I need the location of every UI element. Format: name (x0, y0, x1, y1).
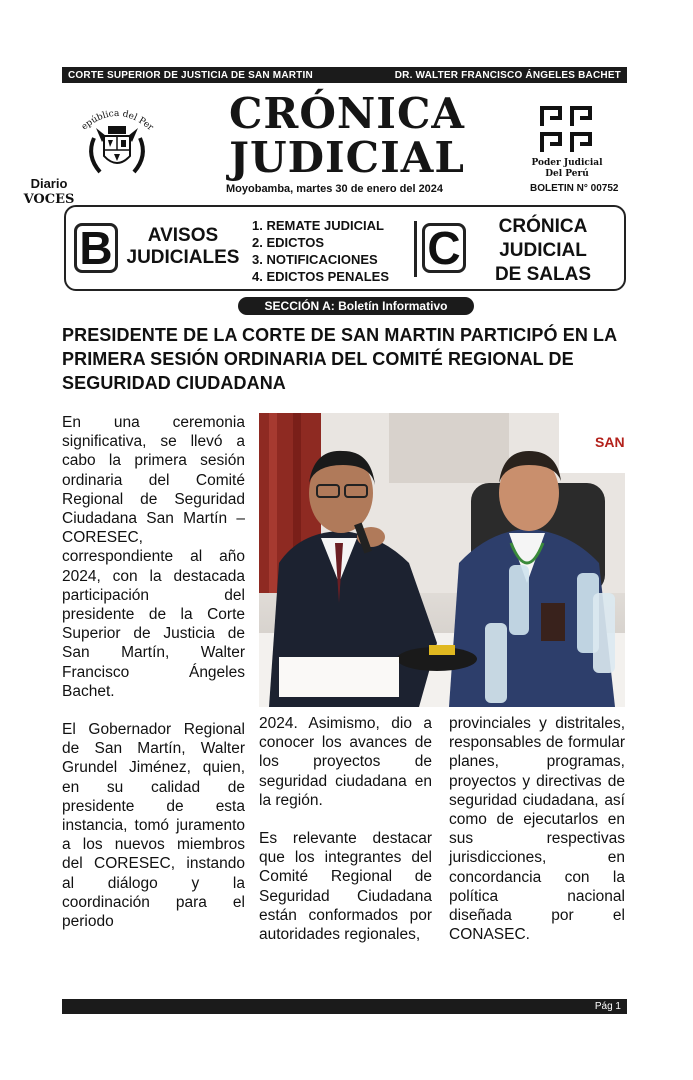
footer-bar (62, 999, 627, 1014)
masthead-title (222, 89, 472, 182)
section-label: SECCIÓN A: Boletín Informativo (238, 297, 474, 315)
masthead-line2: JUDICIAL (229, 133, 465, 182)
article-column-3 (449, 714, 625, 963)
paragraph: En una ceremonia significativa, se llevó a cabo la primera sesión ordinaria del Comité Regional de Seguridad Ciudadana San Martín – CORESEC, correspondiente al año 2024, con la destacada participación del presidente de la Corte Superior de Justicia de San Martín, Walter Francisco Ángeles Bachet. (62, 414, 245, 700)
section-c-letter: C (422, 223, 466, 273)
header-bar (62, 67, 627, 83)
list-item: 1. REMATE JUDICIAL (252, 218, 384, 233)
paragraph: provinciales y distritales, responsables de formular planes, programas, proyectos y directivas de seguridad ciudadana, así como de ejecutarlos en sus respectivas jurisdicciones, en concordancia con la política nacional diseñada por el CONASEC. (449, 715, 625, 944)
president-name: DR. WALTER FRANCISCO ÁNGELES BACHET (394, 69, 621, 81)
paragraph: 2024. Asimismo, dio a conocer los avances de los proyectos de seguridad ciudadana en la región. (259, 715, 432, 809)
sections-banner (64, 205, 626, 291)
article-column-2 (259, 714, 432, 963)
list-item: 2. EDICTOS (252, 235, 325, 250)
list-item: 4. EDICTOS PENALES (252, 269, 390, 284)
poder-judicial-logo-icon (538, 104, 594, 156)
page-number: Pág 1 (594, 1001, 621, 1012)
list-item: 3. NOTIFICACIONES (252, 252, 378, 267)
cronica-salas-title: CRÓNICA JUDICIAL DE SALAS (494, 216, 592, 285)
article-photo (259, 413, 625, 707)
masthead-line1: CRÓNICA (229, 89, 465, 138)
article-column-1 (62, 413, 245, 950)
paragraph: Es relevante destacar que los integrantes del Comité Regional de Seguridad Ciudadana están conformados por autoridades regionales, (259, 830, 432, 944)
section-b-letter: B (74, 223, 118, 273)
court-name: CORTE SUPERIOR DE JUSTICIA DE SAN MARTIN (68, 69, 313, 81)
avisos-judiciales-title: AVISOS JUDICIALES (126, 225, 240, 268)
seal-arc-text: epública del Per (79, 108, 155, 133)
article-headline: PRESIDENTE DE LA CORTE DE SAN MARTIN PARTICIPÓ EN LA PRIMERA SESIÓN ORDINARIA DEL COMITÉ REGIONAL DE SEGURIDAD CIUDADANA (62, 325, 617, 393)
diario-voces-label: Diario VOCES (23, 176, 75, 207)
avisos-items-list (252, 217, 389, 285)
boletin-number: BOLETIN N° 00752 (530, 183, 619, 194)
paragraph: El Gobernador Regional de San Martín, Walter Grundel Jiménez, quien, en su calidad de presidente de esta instancia, tomó juramento a los nuevos miembros del CORESEC, instando al diálogo y la coordinación para el periodo (62, 721, 245, 931)
photo-wall-text: SAN (595, 434, 625, 450)
poder-judicial-name: Poder Judicial Del Perú (531, 158, 603, 179)
banner-divider (414, 221, 417, 277)
dateline: Moyobamba, martes 30 de enero del 2024 (226, 183, 444, 195)
